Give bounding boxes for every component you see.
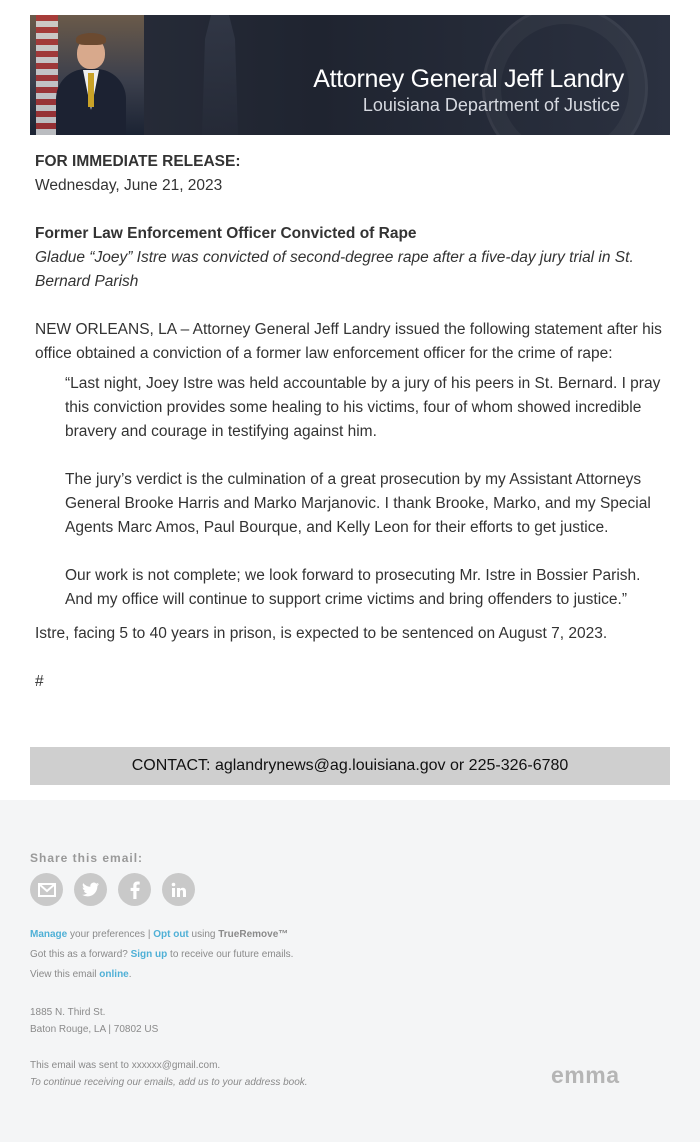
end-mark: # [35, 673, 44, 690]
headline: Former Law Enforcement Officer Convicted of Rape [35, 225, 417, 242]
sign-up-link[interactable]: Sign up [130, 949, 168, 960]
view-online-line: View this email online. [30, 969, 132, 980]
address-line-2: Baton Rouge, LA | 70802 US [30, 1024, 159, 1035]
address-line-1: 1885 N. Third St. [30, 1007, 106, 1018]
intro-paragraph: NEW ORLEANS, LA – Attorney General Jeff Landry issued the following statement after his office obtained a conviction of a former law enforcement officer for the crime of rape: [35, 321, 662, 362]
share-label: Share this email: [30, 851, 144, 865]
trueremove-label: TrueRemove™ [218, 929, 289, 940]
attorney-general-portrait [30, 15, 144, 135]
quote-paragraph-3: Our work is not complete; we look forward to prosecuting Mr. Istre in Bossier Parish. And my office will continue to support crime victims and bring offenders to justice.” [65, 567, 641, 608]
manage-link[interactable]: Manage [30, 929, 68, 940]
twitter-icon[interactable] [74, 873, 107, 906]
capitol-tower-graphic [190, 15, 250, 135]
banner-subtitle: Louisiana Department of Justice [362, 95, 620, 115]
header-banner [30, 15, 670, 135]
subheadline: Gladue “Joey” Istre was convicted of second-degree rape after a five-day jury trial in St. Bernard Parish [35, 249, 634, 290]
release-date: Wednesday, June 21, 2023 [35, 177, 223, 194]
quote-paragraph-2: The jury’s verdict is the culmination of a great prosecution by my Assistant Attorneys General Brooke Harris and Marko Marjanovic. I thank Brooke, Marko, and my Special Agents Marc Amos, Paul Bourque, and Kelly Leon for their efforts to get justice. [65, 471, 651, 536]
preferences-line: Manage your preferences | Opt out using TrueRemove™ [30, 929, 289, 940]
opt-out-link[interactable]: Opt out [153, 929, 189, 940]
view-online-link[interactable]: online [99, 969, 129, 980]
email-icon[interactable] [30, 873, 63, 906]
quote-paragraph-1: “Last night, Joey Istre was held accountable by a jury of his peers in St. Bernard. I pray this conviction provides some healing to his victims, four of whom showed incredible bravery and courage in testifying against him. [65, 375, 661, 440]
sent-to-line: This email was sent to xxxxxx@gmail.com. [30, 1060, 221, 1071]
press-release-body [35, 150, 665, 694]
statement-quote [35, 372, 665, 612]
emma-logo[interactable]: emma [551, 1062, 620, 1088]
contact-bar: CONTACT: aglandrynews@ag.louisiana.gov or 225-326-6780 [30, 747, 670, 785]
banner-title: Attorney General Jeff Landry [313, 65, 624, 93]
flag-graphic [36, 15, 58, 135]
forward-line: Got this as a forward? Sign up to receive our future emails. [30, 949, 294, 960]
closing-paragraph: Istre, facing 5 to 40 years in prison, is expected to be sentenced on August 7, 2023. [35, 625, 608, 642]
release-label: FOR IMMEDIATE RELEASE: [35, 153, 241, 170]
facebook-icon[interactable] [118, 873, 151, 906]
linkedin-icon[interactable] [162, 873, 195, 906]
address-book-note: To continue receiving our emails, add us to your address book. [30, 1077, 308, 1088]
